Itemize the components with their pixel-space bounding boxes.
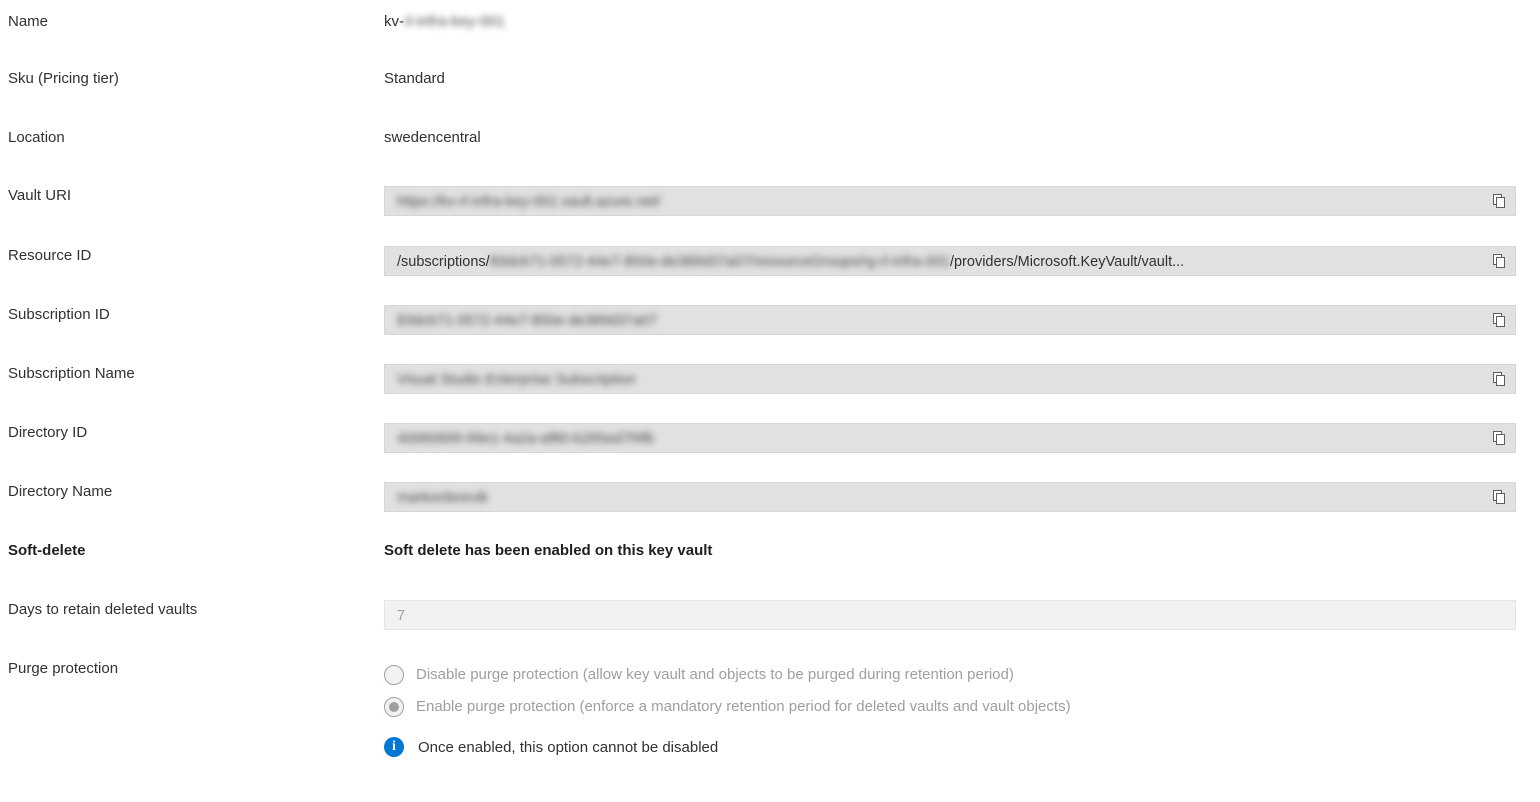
value-retention-days [384, 600, 1540, 630]
value-resource-id [384, 246, 1540, 276]
copy-icon[interactable] [1489, 191, 1509, 211]
resource-id-suffix: /providers/Microsoft.KeyVault/vault... [949, 254, 1185, 270]
location-value: swedencentral [384, 129, 481, 146]
resource-id-prefix: /subscriptions/ [397, 254, 490, 270]
value-soft-delete [384, 541, 1540, 561]
copy-icon[interactable] [1489, 369, 1509, 389]
purge-protection-note-text: Once enabled, this option cannot be disabled [418, 738, 719, 756]
row-subscription-id [0, 305, 1540, 335]
radio-disable-label: Disable purge protection (allow key vault and objects to be purged during retention period) [416, 666, 1014, 683]
copy-icon[interactable] [1489, 428, 1509, 448]
radio-disable-purge-protection[interactable] [384, 659, 1524, 691]
label-purge-protection: Purge protection [8, 660, 119, 677]
label-sku: Sku (Pricing tier) [8, 70, 119, 87]
retention-days-value: 7 [397, 608, 406, 624]
copy-icon[interactable] [1489, 487, 1509, 507]
vault-uri-text: https://kv-rl-infra-key-001.vault.azure.net/ [397, 194, 661, 210]
directory-name-text: markordsrevik [397, 490, 489, 506]
resource-id-redacted: 83dcb71-0572-44e7-850e-de389d37a07/resourceGroups/rg-rl-infra-001 [489, 254, 950, 270]
sku-value: Standard [384, 70, 445, 87]
soft-delete-message: Soft delete has been enabled on this key vault [384, 542, 713, 559]
directory-name-field[interactable] [384, 482, 1516, 512]
row-sku [0, 69, 1540, 89]
directory-id-text: 40060699-99e1-4a2a-af80-b265ed7f4fb [397, 431, 655, 447]
row-resource-id [0, 246, 1540, 276]
value-name [384, 12, 1540, 32]
value-subscription-name [384, 364, 1540, 394]
row-retention-days [0, 600, 1540, 630]
subscription-name-field[interactable] [384, 364, 1516, 394]
row-name [0, 12, 1540, 32]
label-location: Location [8, 129, 65, 146]
label-soft-delete: Soft-delete [8, 542, 86, 559]
radio-unchecked-icon[interactable] [384, 665, 404, 685]
value-directory-name [384, 482, 1540, 512]
row-purge-protection [0, 659, 1540, 757]
value-sku [384, 69, 1540, 89]
row-directory-name [0, 482, 1540, 512]
label-subscription-name: Subscription Name [8, 365, 135, 382]
purge-protection-note [384, 737, 1524, 757]
row-location [0, 128, 1540, 148]
label-directory-name: Directory Name [8, 483, 113, 500]
value-vault-uri [384, 186, 1540, 216]
value-purge-protection [384, 659, 1540, 757]
retention-days-input[interactable] [384, 600, 1516, 630]
label-retention-days: Days to retain deleted vaults [8, 601, 198, 618]
name-prefix: kv- [384, 13, 404, 30]
subscription-name-text: Visual Studio Enterprise Subscription [397, 372, 636, 388]
radio-checked-icon[interactable] [384, 697, 404, 717]
radio-enable-label: Enable purge protection (enforce a mandatory retention period for deleted vaults and vault objects) [416, 698, 1071, 715]
label-resource-id: Resource ID [8, 247, 92, 264]
row-directory-id [0, 423, 1540, 453]
info-icon: i [384, 737, 404, 757]
subscription-id-text: 83dcb71-0572-44e7-850e-de389d37a07 [397, 313, 658, 329]
label-directory-id: Directory ID [8, 424, 88, 441]
vault-uri-field[interactable] [384, 186, 1516, 216]
directory-id-field[interactable] [384, 423, 1516, 453]
row-subscription-name [0, 364, 1540, 394]
copy-icon[interactable] [1489, 310, 1509, 330]
label-subscription-id: Subscription ID [8, 306, 110, 323]
value-location [384, 128, 1540, 148]
value-subscription-id [384, 305, 1540, 335]
label-vault-uri: Vault URI [8, 187, 72, 204]
subscription-id-field[interactable] [384, 305, 1516, 335]
row-vault-uri [0, 186, 1540, 216]
resource-id-field[interactable] [384, 246, 1516, 276]
value-directory-id [384, 423, 1540, 453]
name-redacted-value: rl-infra-key-001 [404, 13, 505, 30]
copy-icon[interactable] [1489, 251, 1509, 271]
row-soft-delete [0, 541, 1540, 561]
radio-enable-purge-protection[interactable] [384, 691, 1524, 723]
label-name: Name [8, 13, 49, 30]
